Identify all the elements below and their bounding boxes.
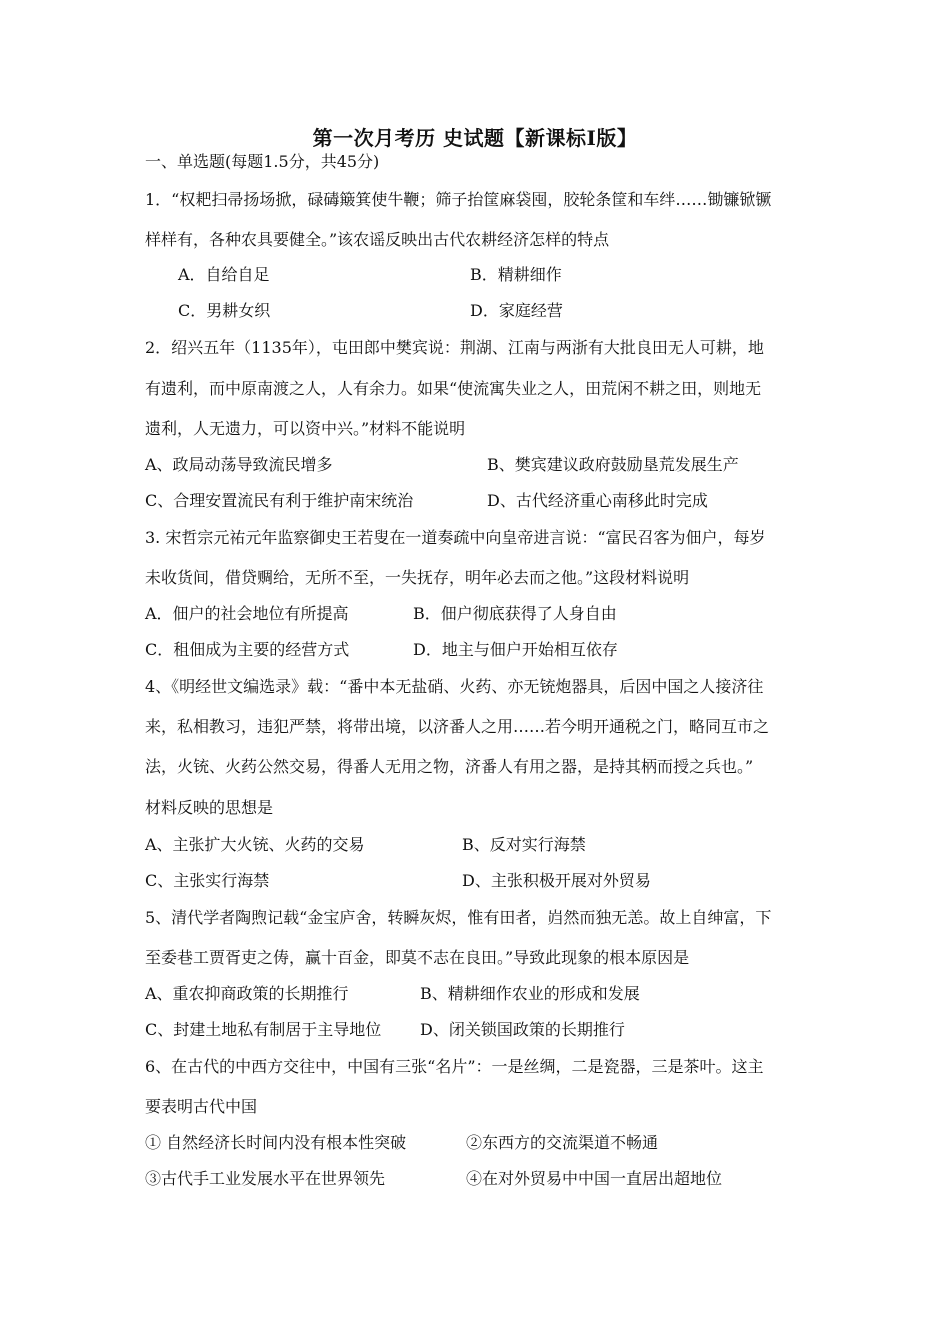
q5-stem-line-2: 至委巷工贾胥吏之俦，赢十百金，即莫不志在良田。”导致此现象的根本原因是 (145, 948, 690, 967)
q5-option-d: D、闭关锁国政策的长期推行 (420, 1020, 625, 1039)
q4-option-d: D、主张积极开展对外贸易 (462, 871, 651, 890)
q2-option-a: A、政局动荡导致流民增多 (145, 455, 333, 474)
q3-option-b: B．佃户彻底获得了人身自由 (413, 604, 617, 623)
q6-option-4: ④在对外贸易中中国一直居出超地位 (466, 1169, 723, 1188)
q1-option-a: A．自给自足 (178, 265, 270, 284)
q2-stem-line-3: 遗利，人无遗力，可以资中兴。”材料不能说明 (145, 419, 466, 438)
q2-option-d: D、古代经济重心南移此时完成 (487, 491, 708, 510)
q6-stem-line-1: 6、在古代的中西方交往中，中国有三张“名片”：一是丝绸，二是瓷器，三是茶叶。这主 (145, 1057, 764, 1076)
q1-option-b: B．精耕细作 (470, 265, 562, 284)
q4-stem-line-3: 法，火铳、火药公然交易，得番人无用之物，济番人有用之器，是持其柄而授之兵也。” (145, 757, 754, 776)
q5-option-c: C、封建土地私有制居于主导地位 (145, 1020, 382, 1039)
q4-option-a: A、主张扩大火铳、火药的交易 (145, 835, 365, 854)
exam-title: 第一次月考历 史试题【新课标Ⅰ版】 (312, 126, 638, 150)
q1-option-d: D．家庭经营 (470, 301, 563, 320)
q4-stem-line-2: 来，私相教习，违犯严禁，将带出境，以济番人之用……若今明开通税之门，略同互市之 (145, 717, 770, 736)
q4-stem-line-4: 材料反映的思想是 (145, 798, 274, 817)
q6-option-1: ① 自然经济长时间内没有根本性突破 (145, 1133, 407, 1152)
section-heading: 一、单选题(每题1.5分，共45分) (145, 152, 380, 171)
q6-stem-line-2: 要表明古代中国 (145, 1097, 258, 1116)
q2-stem-line-2: 有遗利，而中原南渡之人，人有余力。如果“使流寓失业之人，田荒闲不耕之田，则地无 (145, 379, 762, 398)
q6-option-3: ③古代手工业发展水平在世界领先 (145, 1169, 386, 1188)
q2-option-c: C、合理安置流民有利于维护南宋统治 (145, 491, 414, 510)
q4-option-c: C、主张实行海禁 (145, 871, 270, 890)
q5-stem-line-1: 5、清代学者陶煦记载“金宝庐舍，转瞬灰烬，惟有田者，岿然而独无恙。故上自绅富，下 (145, 908, 772, 927)
q3-stem-line-2: 未收货间，借贷赒给，无所不至，一失抚存，明年必去而之他。”这段材料说明 (145, 568, 690, 587)
q1-stem-line-2: 样样有，各种农具要健全。”该农谣反映出古代农耕经济怎样的特点 (145, 230, 610, 249)
q4-option-b: B、反对实行海禁 (462, 835, 586, 854)
q6-option-2: ②东西方的交流渠道不畅通 (466, 1133, 659, 1152)
q4-stem-line-1: 4、《明经世文编选录》载：“番中本无盐硝、火药、亦无铳炮器具，后因中国之人接济往 (145, 677, 764, 696)
q2-stem-line-1: 2．绍兴五年（1135年），屯田郎中樊宾说：荆湖、江南与两浙有大批良田无人可耕，地 (145, 338, 764, 357)
q5-option-a: A、重农抑商政策的长期推行 (145, 984, 349, 1003)
q3-option-a: A．佃户的社会地位有所提高 (145, 604, 349, 623)
q1-option-c: C．男耕女织 (178, 301, 271, 320)
q3-option-c: C．租佃成为主要的经营方式 (145, 640, 350, 659)
q1-stem-line-1: 1．“权耙扫帚扬场掀，碌碡簸箕使牛鞭；筛子抬筐麻袋囤，胶轮条筐和车绊……锄镰锨镢 (145, 190, 772, 209)
q2-option-b: B、樊宾建议政府鼓励垦荒发展生产 (487, 455, 739, 474)
q5-option-b: B、精耕细作农业的形成和发展 (420, 984, 640, 1003)
q3-stem-line-1: 3. 宋哲宗元祐元年监察御史王若叟在一道奏疏中向皇帝进言说：“富民召客为佃户，每岁 (145, 528, 766, 547)
q3-option-d: D．地主与佃户开始相互依存 (413, 640, 618, 659)
